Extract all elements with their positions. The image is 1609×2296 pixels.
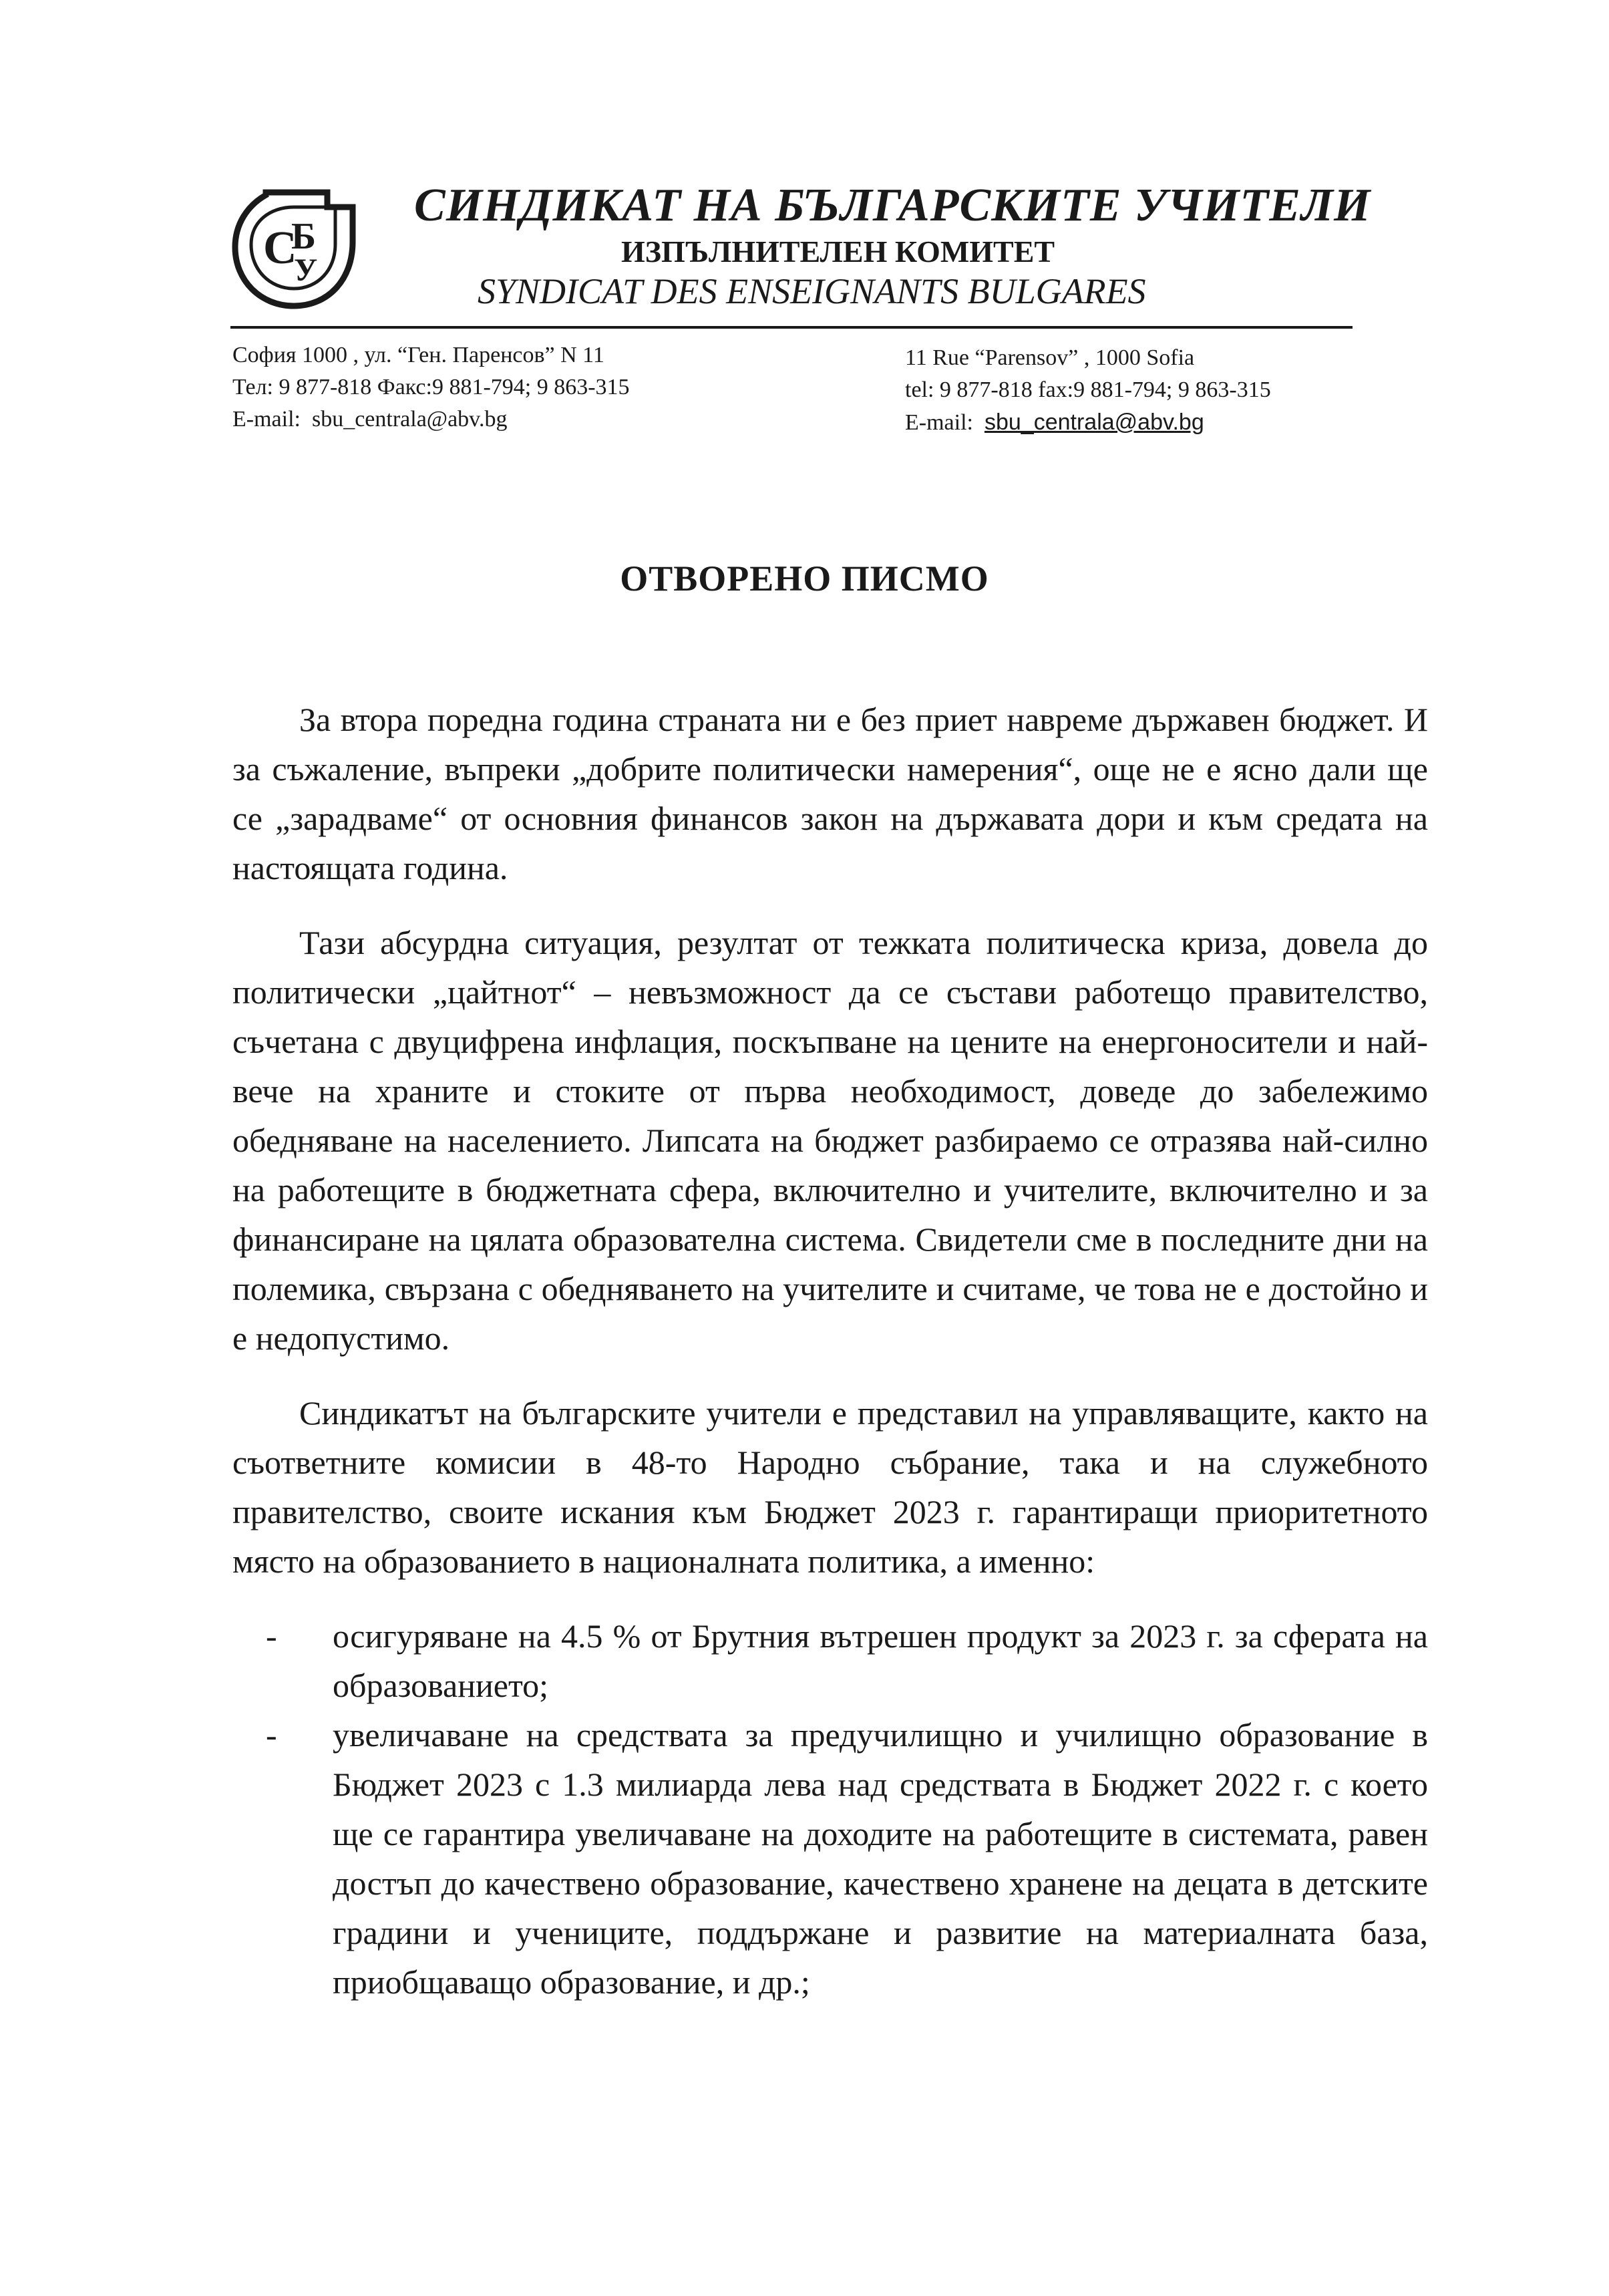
svg-text:У: У — [294, 253, 318, 288]
email-link-fr[interactable]: sbu_centrala@abv.bg — [984, 409, 1204, 435]
list-dash: - — [266, 1716, 277, 1754]
list-item — [232, 1710, 1428, 2007]
address-fr: 11 Rue “Parensov” , 1000 Sofia — [905, 345, 1195, 370]
email-row-fr — [905, 406, 1271, 439]
list-item-text: осигуряване на 4.5 % от Брутния вътрешен продукт за 2023 г. за сферата на образованието; — [333, 1617, 1428, 1704]
paragraph: Тази абсурдна ситуация, резултат от тежката политическа криза, довела до политически „цайтнот“ – невъзможност да се състави работещо правителство, съчетана с двуцифрена инфлация, поскъпване на цените на енергоносители и най-вече на храните и стоките от първа необходимост, доведе до забележимо обедняване на населението. Липсата на бюджет разбираемо се отразява най-силно на работещите в бюджетната сфера, включително и учителите, включително и за финансиране на цялата образователна система. Свидетели сме в последните дни на полемика, свързана с обедняването на учителите и считаме, че това не е достойно и е недопустимо. — [232, 924, 1428, 1357]
phone-bg: Тел: 9 877-818 Факс:9 881-794; 9 863-315 — [232, 375, 630, 399]
address-bg: София 1000 , ул. “Ген. Паренсов” N 11 — [232, 343, 604, 367]
letter-body — [232, 695, 1428, 2007]
contact-block-fr — [905, 342, 1271, 439]
list-dash: - — [266, 1617, 277, 1655]
paragraph: За втора поредна година страната ни е без приет навреме държавен бюджет. И за съжаление, въпреки „добрите политически намерения“, още не е ясно дали ще се „зарадваме“ от основния финансов закон на държавата дори и към средата на настоящата година. — [232, 701, 1428, 886]
list-item — [232, 1611, 1428, 1710]
email-bg: sbu_centrala@abv.bg — [311, 407, 508, 432]
letter-title: ОТВОРЕНО ПИСМО — [620, 558, 989, 599]
svg-text:С: С — [263, 222, 297, 274]
email-row-bg — [232, 403, 630, 436]
letterhead-divider — [230, 326, 1353, 329]
email-label-fr: E-mail: — [905, 410, 973, 435]
email-label-bg: E-mail: — [232, 407, 301, 432]
committee-name: ИЗПЪЛНИТЕЛЕН КОМИТЕТ — [621, 234, 1055, 269]
phone-fr: tel: 9 877-818 fax:9 881-794; 9 863-315 — [905, 377, 1271, 402]
demands-list — [232, 1611, 1428, 2007]
list-item-text: увеличаване на средствата за предучилищно и училищно образование в Бюджет 2023 с 1.3 милиарда лева над средствата в Бюджет 2022 г. с което ще се гарантира увеличаване на доходите на работещите в системата, равен достъп до качествено образование, качествено хранене на децата в детските градини и учениците, поддържане и развитие на материалната база, приобщаващо образование, и др.; — [333, 1716, 1428, 2001]
svg-text:Б: Б — [291, 216, 317, 257]
org-name-bg: СИНДИКАТ НА БЪЛГАРСКИТЕ УЧИТЕЛИ — [414, 180, 1371, 231]
sbu-logo-icon — [227, 180, 361, 314]
org-name-fr: SYNDICAT DES ENSEIGNANTS BULGARES — [478, 271, 1146, 311]
paragraph: Синдикатът на българските учители е представил на управляващите, както на съответните комисии в 48-то Народно събрание, така и на служебното правителство, своите искания към Бюджет 2023 г. гарантиращи приоритетното място на образованието в националната политика, а именно: — [232, 1394, 1428, 1580]
contact-block-bg — [232, 339, 630, 436]
